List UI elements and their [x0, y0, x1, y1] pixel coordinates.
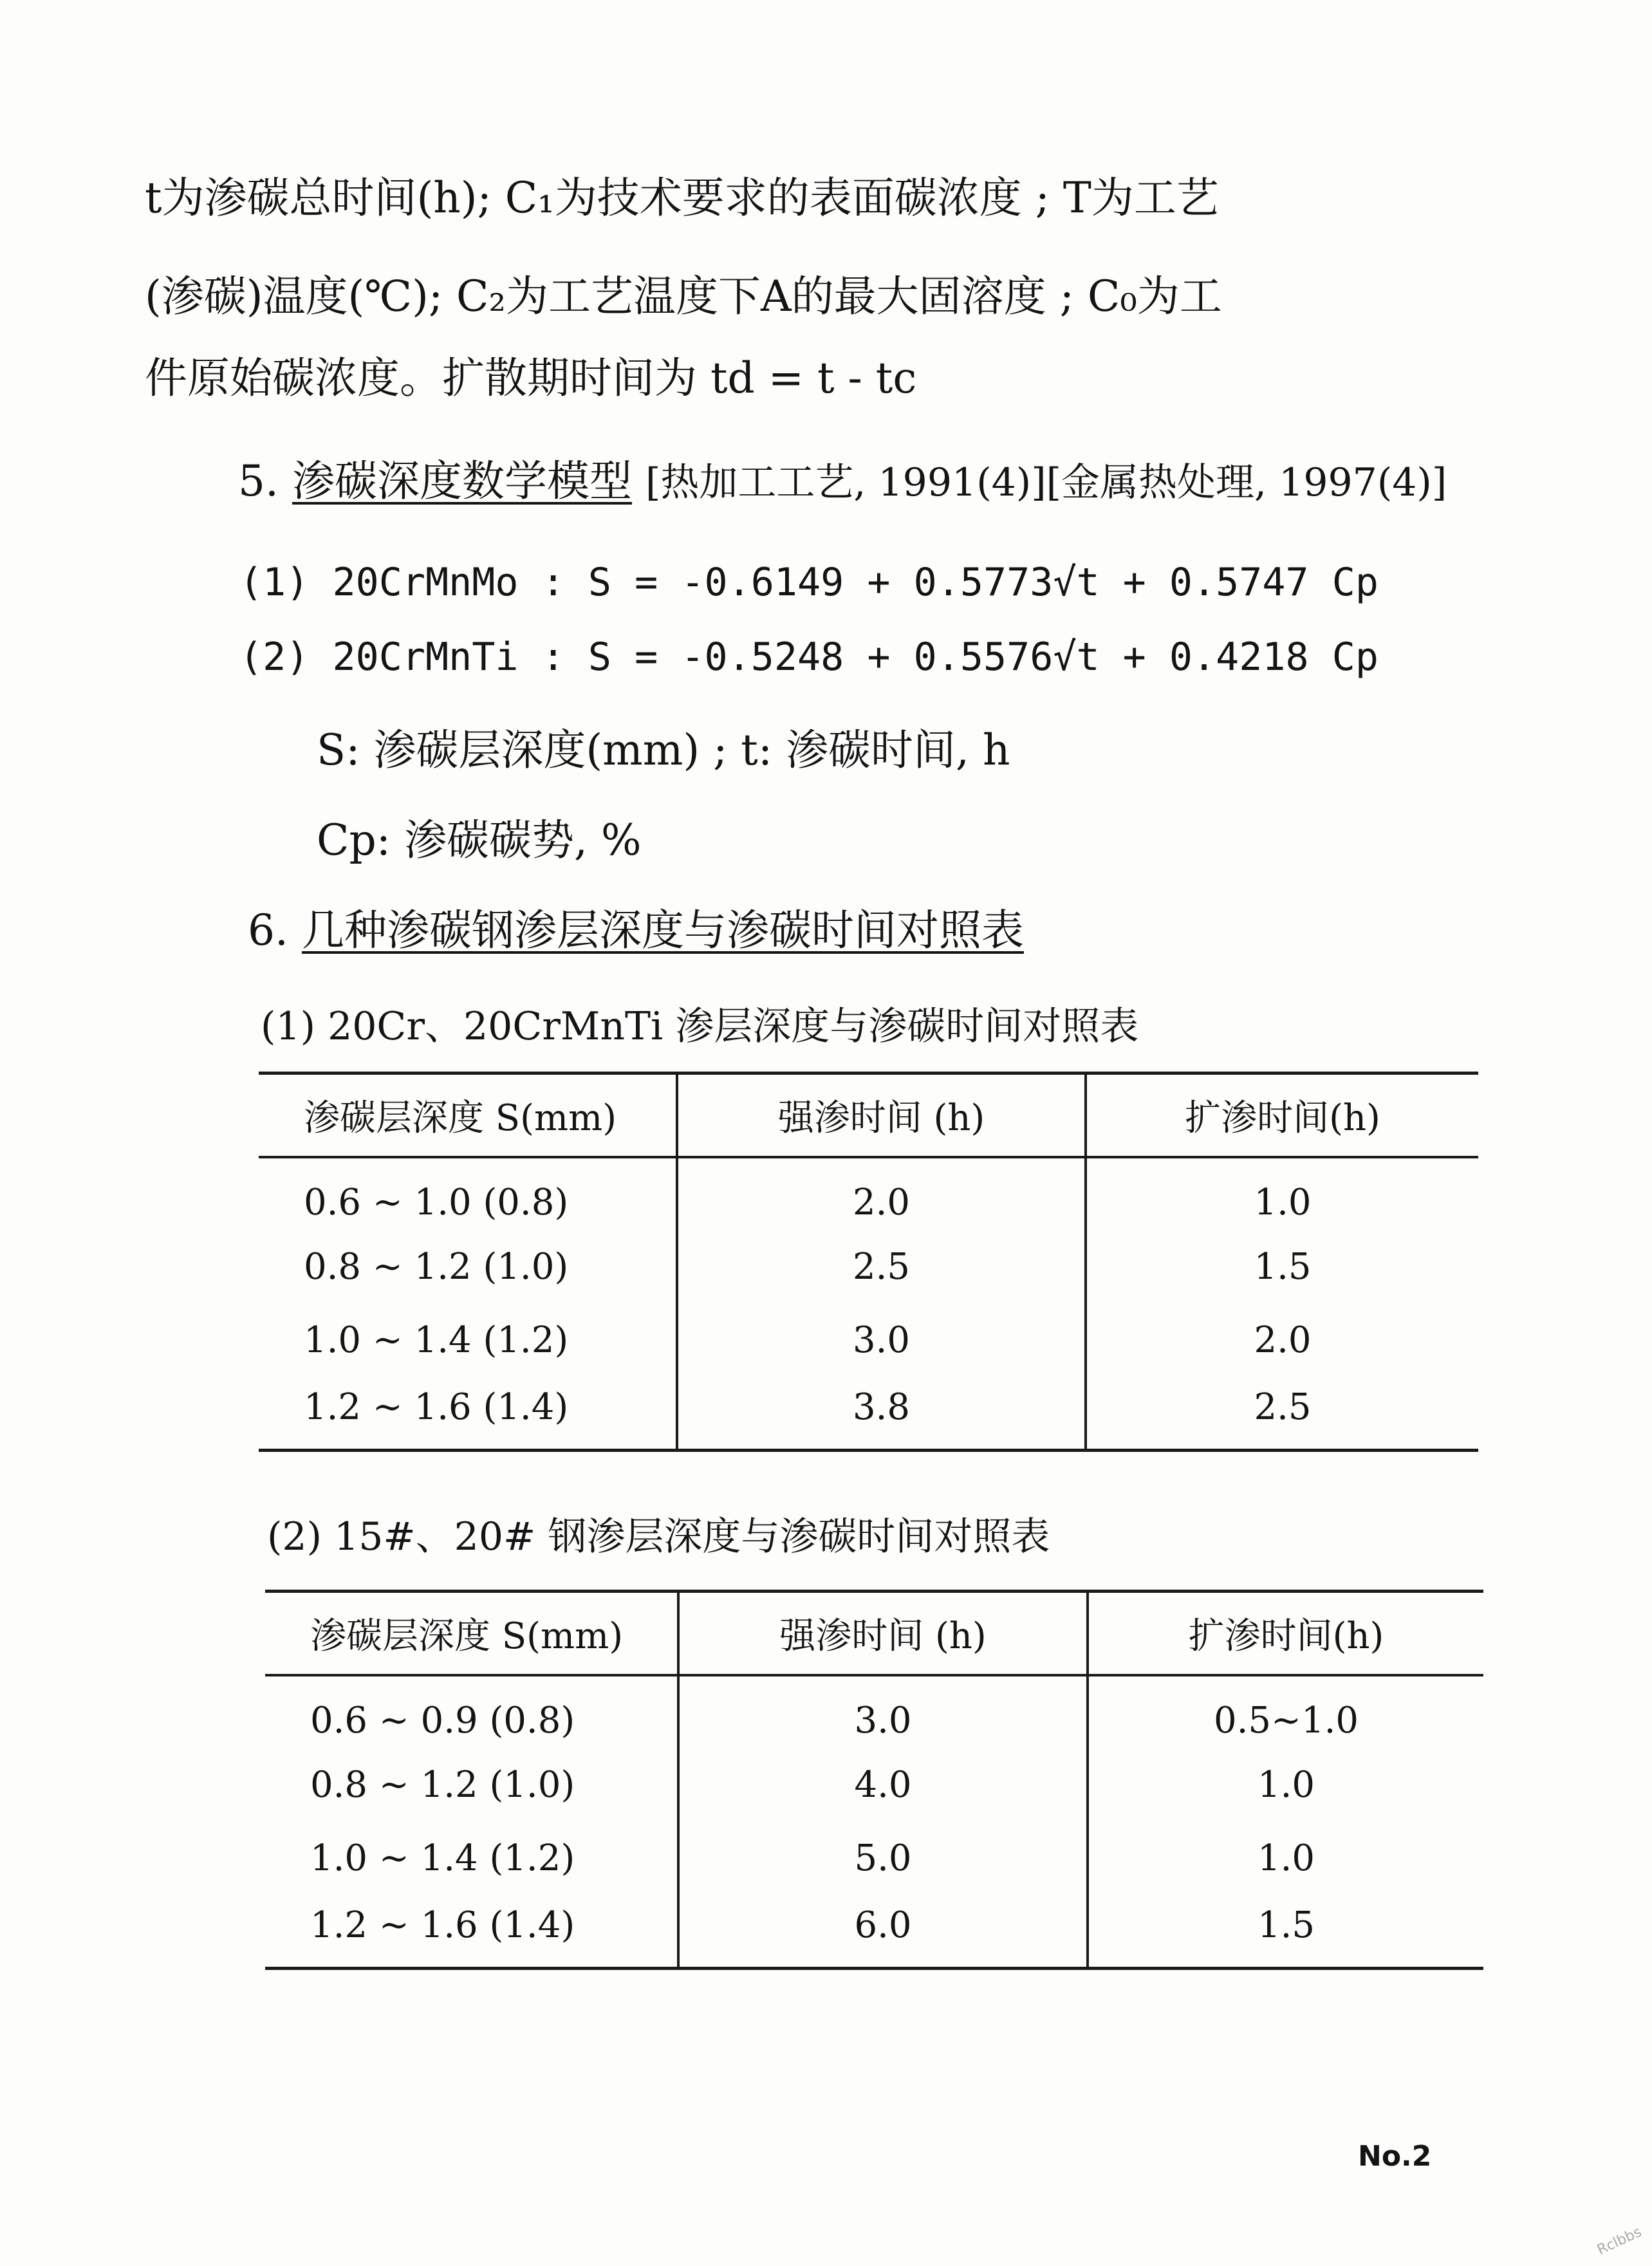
cell-strong-time: 3.0 — [677, 1304, 1086, 1377]
cell-strong-time: 2.5 — [677, 1231, 1086, 1304]
cell-strong-time: 6.0 — [678, 1895, 1088, 1969]
table-row — [265, 1749, 1483, 1822]
cell-depth: 0.8 ~ 1.2 (1.0) — [304, 1246, 569, 1288]
paragraph-line-1: t为渗碳总时间(h); C₁为技术要求的表面碳浓度 ; T为工艺 — [145, 173, 1219, 223]
section-6-title: 几种渗碳钢渗层深度与渗碳时间对照表 — [301, 905, 1024, 955]
table-2 — [265, 1590, 1483, 1970]
cell-strong-time: 3.8 — [677, 1377, 1086, 1451]
cell-depth: 0.6 ~ 0.9 (0.8) — [310, 1700, 575, 1741]
table-row — [259, 1304, 1478, 1377]
table-header-row — [259, 1073, 1478, 1157]
formula-1-label: (1) 20CrMnMo — [239, 560, 519, 605]
table-1 — [259, 1072, 1478, 1452]
cell-depth: 0.6 ~ 1.0 (0.8) — [304, 1182, 569, 1223]
section-5-number: 5. — [238, 456, 279, 506]
cell-depth: 1.2 ~ 1.6 (1.4) — [310, 1904, 575, 1946]
formula-2-expression: : S = -0.5248 + 0.5576√t + 0.4218 Cp — [541, 635, 1379, 680]
cell-diffusion-time: 2.5 — [1086, 1377, 1478, 1451]
table-row — [265, 1675, 1483, 1749]
section-6-heading — [248, 907, 1024, 954]
table-row — [265, 1895, 1483, 1969]
definition-line-1: S: 渗碳层深度(mm) ; t: 渗碳时间, h — [317, 725, 1010, 775]
formula-1-expression: : S = -0.6149 + 0.5773√t + 0.5747 Cp — [541, 560, 1379, 605]
cell-diffusion-time: 0.5~1.0 — [1088, 1675, 1483, 1749]
paragraph-line-3: 件原始碳浓度。扩散期时间为 td = t - tc — [145, 353, 917, 403]
watermark: Rclbbs — [1595, 2224, 1644, 2259]
cell-diffusion-time: 1.0 — [1088, 1749, 1483, 1822]
cell-depth: 1.0 ~ 1.4 (1.2) — [310, 1837, 575, 1879]
section-5-title: 渗碳深度数学模型 — [292, 456, 632, 506]
cell-depth: 0.8 ~ 1.2 (1.0) — [310, 1764, 575, 1806]
table-row — [259, 1157, 1478, 1231]
cell-diffusion-time: 2.0 — [1086, 1304, 1478, 1377]
cell-strong-time: 2.0 — [677, 1157, 1086, 1231]
section-6-number: 6. — [248, 905, 288, 955]
cell-strong-time: 4.0 — [678, 1749, 1088, 1822]
header-diffusion-time: 扩渗时间(h) — [1086, 1073, 1478, 1157]
page-number: No.2 — [1358, 2140, 1432, 2173]
table-row — [265, 1822, 1483, 1895]
table-1-caption: (1) 20Cr、20CrMnTi 渗层深度与渗碳时间对照表 — [261, 1004, 1139, 1049]
paragraph-line-2: (渗碳)温度(℃); C₂为工艺温度下A的最大固溶度 ; C₀为工 — [145, 272, 1222, 321]
header-diffusion-time: 扩渗时间(h) — [1088, 1592, 1483, 1675]
cell-depth: 1.2 ~ 1.6 (1.4) — [304, 1386, 569, 1428]
header-depth: 渗碳层深度 S(mm) — [304, 1097, 617, 1139]
definition-line-2: Cp: 渗碳碳势, % — [317, 815, 642, 865]
header-strong-time: 强渗时间 (h) — [678, 1592, 1088, 1675]
formula-2-label: (2) 20CrMnTi — [239, 635, 519, 680]
section-5-references: [热加工工艺, 1991(4)][金属热处理, 1997(4)] — [645, 460, 1447, 505]
header-strong-time: 强渗时间 (h) — [677, 1073, 1086, 1157]
formula-1 — [239, 561, 1378, 604]
cell-depth: 1.0 ~ 1.4 (1.2) — [304, 1319, 569, 1361]
header-depth: 渗碳层深度 S(mm) — [310, 1615, 624, 1657]
table-row — [259, 1377, 1478, 1451]
section-5-heading — [238, 458, 1447, 505]
table-2-caption: (2) 15#、20# 钢渗层深度与渗碳时间对照表 — [267, 1514, 1050, 1559]
cell-diffusion-time: 1.0 — [1088, 1822, 1483, 1895]
table-row — [259, 1231, 1478, 1304]
table-header-row — [265, 1592, 1483, 1675]
cell-strong-time: 5.0 — [678, 1822, 1088, 1895]
cell-diffusion-time: 1.5 — [1086, 1231, 1478, 1304]
cell-strong-time: 3.0 — [678, 1675, 1088, 1749]
cell-diffusion-time: 1.0 — [1086, 1157, 1478, 1231]
cell-diffusion-time: 1.5 — [1088, 1895, 1483, 1969]
formula-2 — [239, 636, 1378, 678]
